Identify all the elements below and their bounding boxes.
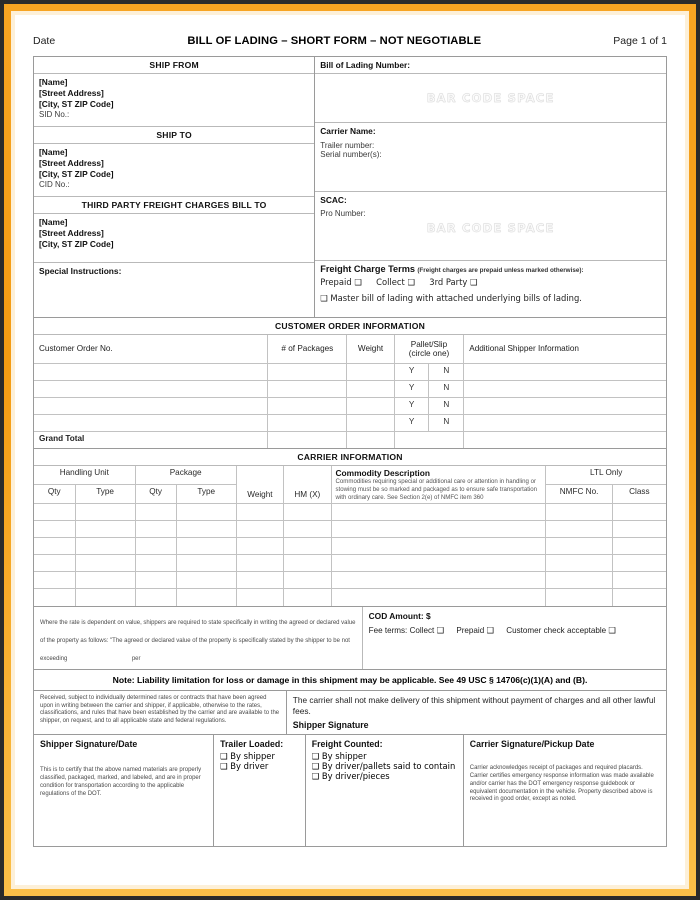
master-bol-label: Master bill of lading with attached underlying bills of lading. xyxy=(330,293,582,303)
ship-from-city: [City, ST ZIP Code] xyxy=(39,99,114,110)
fee-collect-checkbox[interactable]: ❑ xyxy=(436,624,445,635)
carrier-cell[interactable] xyxy=(176,589,236,606)
carrier-cell[interactable] xyxy=(612,555,666,572)
carrier-cell[interactable] xyxy=(34,572,75,589)
third-party-street: [Street Address] xyxy=(39,228,104,239)
cod-fee-terms xyxy=(369,625,660,635)
cell-packages[interactable] xyxy=(268,380,347,397)
cell-pallet-no[interactable]: N xyxy=(429,397,464,414)
carrier-cell[interactable] xyxy=(75,504,135,521)
fee-prepaid-label: Prepaid xyxy=(456,625,485,635)
master-bol-checkbox[interactable]: ❑ xyxy=(320,293,328,303)
liability-note-text: Note: Liability limitation for loss or damage in this shipment may be applicable. See 49 USC § 14706(c)(1)(A) and (B). xyxy=(112,674,588,685)
page-number: Page 1 of 1 xyxy=(613,35,667,47)
cell-packages[interactable] xyxy=(268,414,347,431)
date-label: Date xyxy=(33,35,56,47)
cell-weight[interactable] xyxy=(347,397,394,414)
collect-checkbox[interactable]: ❑ xyxy=(407,277,415,287)
carrier-cell[interactable] xyxy=(331,504,546,521)
table-row xyxy=(34,589,666,606)
col-pkg-qty: Qty xyxy=(135,485,176,504)
trailer-by-shipper-option[interactable] xyxy=(220,751,299,761)
rate-note-per: per xyxy=(131,655,141,662)
cell-pallet-no[interactable]: N xyxy=(429,380,464,397)
grand-total-row xyxy=(34,431,666,448)
carrier-cell[interactable] xyxy=(135,504,176,521)
special-instructions-section[interactable] xyxy=(34,263,314,317)
customer-order-band: CUSTOMER ORDER INFORMATION xyxy=(34,318,666,335)
bill-of-lading-page xyxy=(15,15,685,885)
commodity-description-fineprint: Commodities requiring special or additional care or attention in handling or stowing must be so marked and packaged as to ensure safe transportation with ordinary care. See Section 2(e) of NMFC item 360 xyxy=(335,478,538,501)
scac-fields[interactable] xyxy=(315,192,666,260)
table-row xyxy=(34,555,666,572)
cell-weight[interactable] xyxy=(347,414,394,431)
group-package: Package xyxy=(135,466,236,485)
customer-check-checkbox[interactable]: ❑ xyxy=(608,624,616,635)
freight-terms-heading xyxy=(320,264,661,274)
carrier-certification-text: Carrier acknowledges receipt of packages and required placards. Carrier certifies emergency response information was made available and/or carrier has the DOT emergency response guidebook or equivalent documentation in the vehicle. Property described above is received in good order, except as noted. xyxy=(469,765,654,803)
pallet-slip-line1: Pallet/Slip xyxy=(410,339,448,349)
carrier-cell[interactable] xyxy=(34,538,75,555)
carrier-cell[interactable] xyxy=(236,521,283,538)
freight-counted-label: Freight Counted: xyxy=(311,739,383,750)
third-party-label: 3rd Party xyxy=(429,277,468,287)
parties-block xyxy=(33,56,667,318)
cell-packages[interactable] xyxy=(268,397,347,414)
cell-weight[interactable] xyxy=(347,363,394,380)
customer-order-table xyxy=(34,335,666,448)
col-packages: # of Packages xyxy=(268,335,347,363)
col-class: Class xyxy=(612,485,666,504)
carrier-information-band: CARRIER INFORMATION xyxy=(34,449,666,466)
carrier-cell[interactable] xyxy=(612,538,666,555)
carrier-name-fields[interactable] xyxy=(315,123,666,191)
scac-barcode-space-text: BAR CODE SPACE xyxy=(426,221,555,235)
carrier-cell[interactable] xyxy=(75,572,135,589)
carrier-cell[interactable] xyxy=(75,589,135,606)
col-weight: Weight xyxy=(347,335,394,363)
orange-border xyxy=(4,4,696,896)
col-customer-order-no: Customer Order No. xyxy=(34,335,268,363)
signature-section xyxy=(33,735,667,847)
cell-pallet-yes[interactable]: Y xyxy=(394,414,429,431)
third-party-city: [City, ST ZIP Code] xyxy=(39,239,114,250)
carrier-cell[interactable] xyxy=(176,538,236,555)
freight-charge-terms-body xyxy=(315,261,666,315)
prepaid-checkbox[interactable]: ❑ xyxy=(354,277,362,287)
cell-pallet-yes[interactable]: Y xyxy=(394,363,429,380)
trailer-loaded-block xyxy=(214,735,306,846)
carrier-cell[interactable] xyxy=(135,538,176,555)
document-header xyxy=(33,35,667,47)
table-row xyxy=(34,521,666,538)
trailer-by-shipper-checkbox[interactable]: ❑ xyxy=(220,751,228,762)
carrier-cell[interactable] xyxy=(331,589,546,606)
carrier-cell[interactable] xyxy=(236,572,283,589)
table-row xyxy=(34,380,666,397)
carrier-information-section xyxy=(33,449,667,607)
group-ltl-only: LTL Only xyxy=(546,466,666,485)
freight-by-driver-pallets-option[interactable] xyxy=(312,761,457,771)
shipper-signature-date-label: Shipper Signature/Date xyxy=(40,739,138,750)
carrier-cell[interactable] xyxy=(34,504,75,521)
trailer-loaded-label: Trailer Loaded: xyxy=(220,739,284,750)
group-handling-unit: Handling Unit xyxy=(34,466,135,485)
freight-by-driver-pieces-checkbox[interactable]: ❑ xyxy=(311,771,320,782)
carrier-cell[interactable] xyxy=(75,538,135,555)
carrier-signature-block[interactable] xyxy=(464,735,666,846)
ship-from-band: SHIP FROM xyxy=(34,57,314,74)
trailer-by-driver-checkbox[interactable]: ❑ xyxy=(220,761,228,772)
grand-total-additional xyxy=(464,431,666,448)
grand-total-weight[interactable] xyxy=(347,431,394,448)
shipper-signature-block[interactable] xyxy=(34,735,214,846)
freight-by-driver-pieces-label: By driver/pieces xyxy=(321,771,390,782)
third-party-band: THIRD PARTY FREIGHT CHARGES BILL TO xyxy=(34,197,314,214)
carrier-cell[interactable] xyxy=(176,572,236,589)
third-party-name: [Name] xyxy=(39,217,68,227)
customer-order-header-row xyxy=(34,335,666,363)
grand-total-pallet xyxy=(394,431,464,448)
trailer-number-label: Trailer number: xyxy=(320,141,375,150)
ship-from-name: [Name] xyxy=(39,77,68,87)
carrier-cell[interactable] xyxy=(331,572,546,589)
customer-order-section xyxy=(33,318,667,449)
carrier-information-table xyxy=(34,466,666,606)
carrier-group-header-row xyxy=(34,466,666,485)
fee-collect-label: Collect xyxy=(409,625,435,635)
carrier-cell[interactable] xyxy=(236,538,283,555)
received-note-text: Received, subject to individually determined rates or contracts that have been agreed upon in writing between the carrier and shipper, if applicable, otherwise to the rates, classifications, and rules that have been established by the carrier and are available to the shipper, on request, and to all applicable state and federal regulations. xyxy=(40,694,280,725)
serial-number-label: Serial number(s): xyxy=(320,150,382,159)
carrier-cell[interactable] xyxy=(546,572,612,589)
freight-by-shipper-checkbox[interactable]: ❑ xyxy=(311,751,320,762)
carrier-cell[interactable] xyxy=(612,572,666,589)
carrier-cell[interactable] xyxy=(284,504,331,521)
freight-by-driver-pallets-label: By driver/pallets said to contain xyxy=(321,761,456,772)
carrier-cell[interactable] xyxy=(236,504,283,521)
cell-pallet-yes[interactable]: Y xyxy=(394,397,429,414)
col-carrier-weight: Weight xyxy=(236,466,283,504)
cell-pallet-no[interactable]: N xyxy=(429,363,464,380)
table-row xyxy=(34,397,666,414)
carrier-cell[interactable] xyxy=(284,589,331,606)
collect-option[interactable] xyxy=(376,277,415,287)
carrier-cell[interactable] xyxy=(284,538,331,555)
carrier-cell[interactable] xyxy=(135,589,176,606)
pallet-slip-line2: (circle one) xyxy=(408,348,450,358)
ship-to-city: [City, ST ZIP Code] xyxy=(39,169,114,180)
received-delivery-section xyxy=(33,691,667,735)
scac-label: SCAC: xyxy=(320,195,347,205)
page-title: BILL OF LADING – SHORT FORM – NOT NEGOTIABLE xyxy=(187,35,482,47)
third-party-option[interactable] xyxy=(429,277,477,287)
liability-note-section xyxy=(33,670,667,691)
special-instructions-field[interactable] xyxy=(34,263,314,317)
carrier-name-section[interactable] xyxy=(315,123,666,192)
trailer-by-driver-option[interactable] xyxy=(220,761,299,771)
inner-border xyxy=(11,11,689,889)
col-hu-qty: Qty xyxy=(34,485,75,504)
table-row xyxy=(34,414,666,431)
rate-cod-section xyxy=(33,607,667,670)
carrier-cell[interactable] xyxy=(135,555,176,572)
table-row xyxy=(34,363,666,380)
ship-to-section xyxy=(34,127,314,197)
carrier-cell[interactable] xyxy=(75,521,135,538)
carrier-cell[interactable] xyxy=(331,555,546,572)
cell-order-no[interactable] xyxy=(34,380,268,397)
cod-block xyxy=(363,607,666,669)
barcode-space-text: BAR CODE SPACE xyxy=(426,91,555,105)
ship-from-section xyxy=(34,57,314,127)
carrier-cell[interactable] xyxy=(331,521,546,538)
carrier-cell[interactable] xyxy=(176,555,236,572)
bol-number-section xyxy=(315,57,666,123)
received-note-block xyxy=(34,691,287,734)
carrier-cell[interactable] xyxy=(612,521,666,538)
bol-number-label-row xyxy=(315,57,666,74)
freight-terms-note: (Freight charges are prepaid unless marked otherwise): xyxy=(417,267,584,274)
shipper-signature-label: Shipper Signature xyxy=(292,720,369,731)
freight-counted-block xyxy=(306,735,464,846)
cell-order-no[interactable] xyxy=(34,363,268,380)
delivery-note-text: The carrier shall not make delivery of this shipment without payment of charges and all other lawful fees. xyxy=(292,694,656,717)
master-bol-option[interactable] xyxy=(320,293,661,303)
trailer-by-shipper-label: By shipper xyxy=(230,751,275,762)
customer-check-label: Customer check acceptable xyxy=(506,625,607,635)
col-pallet-slip xyxy=(394,335,464,363)
third-party-section xyxy=(34,197,314,263)
carrier-cell[interactable] xyxy=(236,589,283,606)
ship-from-street: [Street Address] xyxy=(39,88,104,99)
table-row xyxy=(34,572,666,589)
freight-charge-terms-section xyxy=(315,261,666,315)
delivery-note-block xyxy=(287,691,666,734)
customer-order-rows xyxy=(34,363,666,431)
prepaid-option[interactable] xyxy=(320,277,362,287)
cell-order-no[interactable] xyxy=(34,397,268,414)
freight-terms-title: Freight Charge Terms xyxy=(320,264,416,274)
freight-by-driver-pallets-checkbox[interactable]: ❑ xyxy=(311,761,320,772)
cell-pallet-no[interactable]: N xyxy=(429,414,464,431)
rate-note-text: Where the rate is dependent on value, shippers are required to state specifically in writing the agreed or declared value of the property as follows: "The agreed or declared value of the property is specifically stated by the shipper to be not exceeding xyxy=(40,619,356,662)
carrier-cell[interactable] xyxy=(284,572,331,589)
scac-section[interactable] xyxy=(315,192,666,261)
carrier-cell[interactable] xyxy=(546,504,612,521)
carrier-cell[interactable] xyxy=(546,521,612,538)
col-additional-shipper-info: Additional Shipper Information xyxy=(464,335,666,363)
carrier-cell[interactable] xyxy=(331,538,546,555)
cell-packages[interactable] xyxy=(268,363,347,380)
commodity-description-title: Commodity Description xyxy=(335,468,430,478)
carrier-information-rows xyxy=(34,504,666,606)
col-pkg-type: Type xyxy=(176,485,236,504)
carrier-cell[interactable] xyxy=(135,521,176,538)
col-nmfc-no: NMFC No. xyxy=(546,485,612,504)
carrier-cell[interactable] xyxy=(546,589,612,606)
cell-additional-info[interactable] xyxy=(464,363,666,380)
special-instructions-label: Special Instructions: xyxy=(39,266,122,276)
ship-from-fields[interactable] xyxy=(34,74,314,126)
carrier-cell[interactable] xyxy=(34,521,75,538)
ship-from-sid: SID No.: xyxy=(39,110,70,120)
third-party-fields[interactable] xyxy=(34,214,314,262)
freight-terms-options xyxy=(320,277,661,287)
ship-to-fields[interactable] xyxy=(34,144,314,196)
ship-to-band: SHIP TO xyxy=(34,127,314,144)
fee-prepaid-checkbox[interactable]: ❑ xyxy=(486,624,494,635)
carrier-name-label: Carrier Name: xyxy=(320,126,376,136)
collect-label: Collect xyxy=(376,277,405,287)
ship-to-street: [Street Address] xyxy=(39,158,104,169)
ship-to-cid: CID No.: xyxy=(39,180,70,190)
freight-by-shipper-option[interactable] xyxy=(312,751,457,761)
parties-left-column xyxy=(34,57,315,317)
carrier-cell[interactable] xyxy=(135,572,176,589)
carrier-cell[interactable] xyxy=(176,521,236,538)
carrier-cell[interactable] xyxy=(236,555,283,572)
bol-barcode-area xyxy=(315,74,666,122)
trailer-by-driver-label: By driver xyxy=(230,761,269,772)
table-row xyxy=(34,504,666,521)
table-row xyxy=(34,538,666,555)
cell-pallet-yes[interactable]: Y xyxy=(394,380,429,397)
pro-number-label: Pro Number: xyxy=(320,209,366,218)
ship-to-name: [Name] xyxy=(39,147,68,157)
carrier-cell[interactable] xyxy=(34,555,75,572)
shipper-certification-text: This is to certify that the above named materials are properly classified, packaged, marked, and labeled, and are in proper condition for transportation according to the applicable regulations of the DOT. xyxy=(40,767,202,797)
freight-by-shipper-label: By shipper xyxy=(321,751,367,762)
cell-additional-info[interactable] xyxy=(464,414,666,431)
carrier-cell[interactable] xyxy=(34,589,75,606)
third-party-checkbox[interactable]: ❑ xyxy=(470,277,478,287)
cell-weight[interactable] xyxy=(347,380,394,397)
parties-right-column xyxy=(315,57,666,317)
carrier-cell[interactable] xyxy=(75,555,135,572)
cod-amount-label: COD Amount: $ xyxy=(368,610,431,621)
col-hu-type: Type xyxy=(75,485,135,504)
col-commodity-description xyxy=(331,466,546,504)
col-hm: HM (X) xyxy=(284,466,331,504)
carrier-cell[interactable] xyxy=(176,504,236,521)
rate-note-block xyxy=(34,607,363,669)
carrier-cell[interactable] xyxy=(546,538,612,555)
carrier-cell[interactable] xyxy=(284,555,331,572)
carrier-cell[interactable] xyxy=(612,504,666,521)
cell-additional-info[interactable] xyxy=(464,397,666,414)
grand-total-packages[interactable] xyxy=(268,431,347,448)
prepaid-label: Prepaid xyxy=(320,277,352,287)
cell-additional-info[interactable] xyxy=(464,380,666,397)
fee-terms-label: Fee terms: xyxy=(368,625,408,635)
carrier-cell[interactable] xyxy=(284,521,331,538)
grand-total-label: Grand Total xyxy=(34,431,268,448)
bol-number-label: Bill of Lading Number: xyxy=(320,60,411,70)
carrier-signature-label: Carrier Signature/Pickup Date xyxy=(469,739,595,750)
freight-by-driver-pieces-option[interactable] xyxy=(312,771,457,781)
carrier-cell[interactable] xyxy=(546,555,612,572)
cell-order-no[interactable] xyxy=(34,414,268,431)
carrier-cell[interactable] xyxy=(612,589,666,606)
